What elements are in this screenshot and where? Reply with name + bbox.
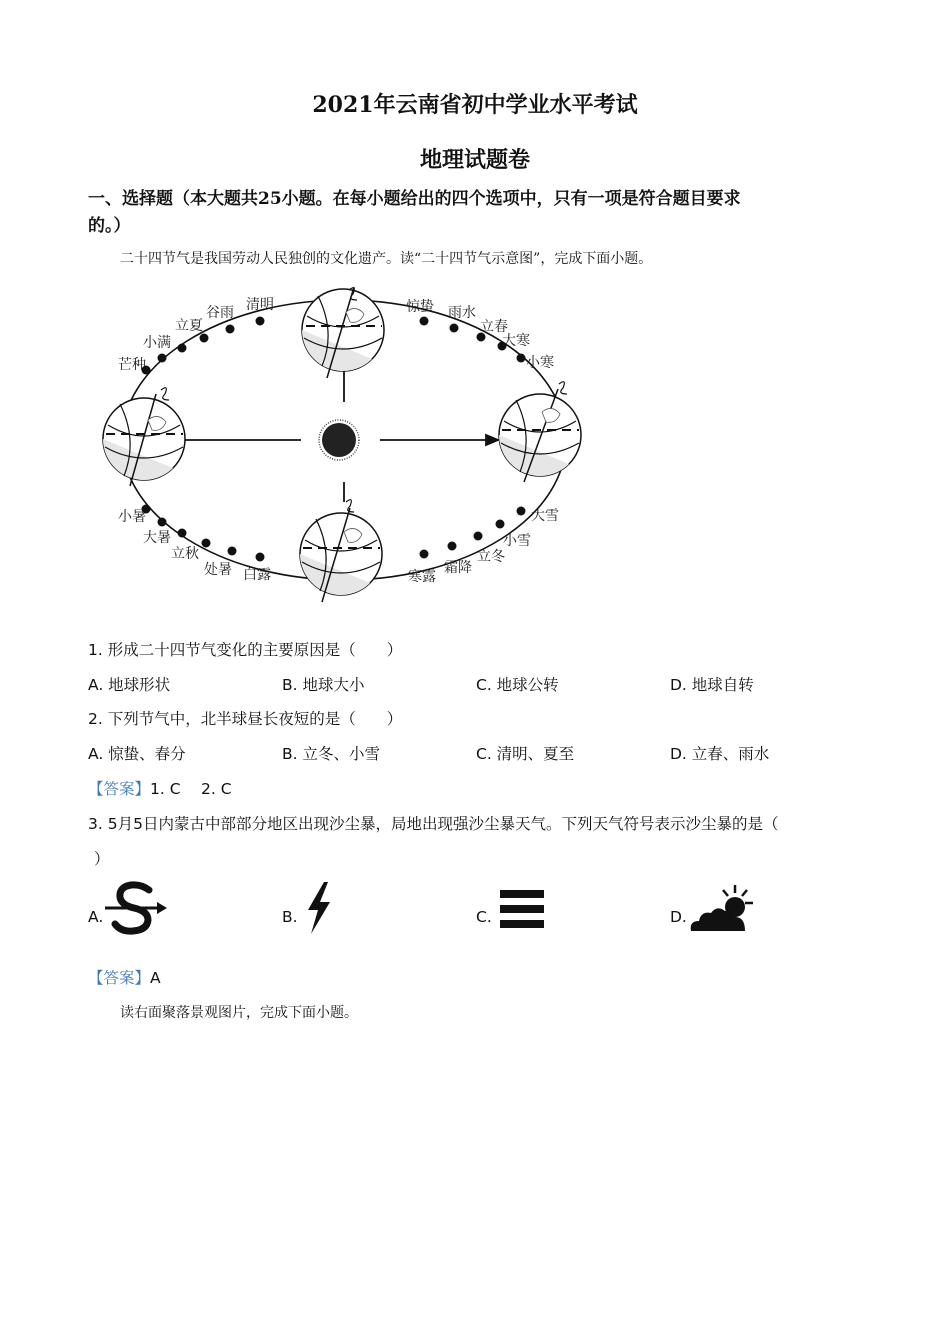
sun-icon (319, 420, 359, 460)
answer-3 (88, 966, 161, 988)
intro-paragraph-2: 读右面聚落景观图片，完成下面小题。 (120, 1005, 358, 1021)
globe-bottom-icon (300, 500, 382, 602)
globe-left-icon (103, 388, 185, 486)
sandstorm-symbol-icon (103, 880, 169, 936)
label-chushu: 处暑 (204, 562, 232, 578)
label-dashu: 大暑 (143, 530, 171, 546)
label-lixia: 立夏 (175, 318, 203, 334)
partly-cloudy-symbol-icon (687, 881, 759, 935)
globe-right-icon (499, 382, 581, 482)
q3-option-b-label: B. (282, 908, 298, 926)
fog-symbol-icon (498, 884, 548, 932)
label-xiaoshu: 小暑 (118, 509, 146, 525)
q3-option-a[interactable] (88, 878, 169, 938)
label-hanlu: 寒露 (408, 569, 436, 585)
globe-top-icon (302, 287, 384, 378)
section-heading (88, 186, 888, 240)
q1-option-d[interactable]: D. 地球自转 (670, 676, 754, 694)
q1-option-c[interactable]: C. 地球公转 (476, 676, 559, 694)
label-xiaoman: 小满 (143, 335, 171, 351)
label-dahan: 大寒 (502, 333, 530, 349)
label-xiaohan: 小寒 (526, 355, 554, 371)
q3-option-a-label: A. (88, 908, 104, 926)
q2-option-d[interactable]: D. 立春、雨水 (670, 745, 770, 763)
intro-paragraph-1: 二十四节气是我国劳动人民独创的文化遗产。读“二十四节气示意图”，完成下面小题。 (120, 251, 653, 267)
q3-option-d[interactable] (670, 878, 759, 938)
solar-terms-diagram (96, 282, 596, 612)
label-liqiu: 立秋 (171, 546, 199, 562)
question-2: 2. 下列节气中，北半球昼长夜短的是（ ） (88, 710, 403, 728)
label-daxue: 大雪 (531, 508, 559, 524)
answer-text-3: A (150, 969, 161, 987)
question-3 (88, 812, 878, 869)
answer-tag-3: 【答案】 (88, 969, 151, 987)
answer-1-2 (88, 777, 232, 799)
thunderstorm-symbol-icon (302, 880, 336, 936)
q2-option-a[interactable]: A. 惊蛰、春分 (88, 745, 186, 763)
question-3-line1: 3. 5月5日内蒙古中部部分地区出现沙尘暴，局地出现强沙尘暴天气。下列天气符号表示沙尘暴的是（ (88, 815, 779, 833)
q3-option-d-label: D. (670, 908, 687, 926)
q2-option-b[interactable]: B. 立冬、小雪 (282, 745, 380, 763)
label-qingming: 清明 (246, 297, 274, 313)
exam-title: 2021年云南省初中学业水平考试 (312, 92, 638, 118)
q1-option-a[interactable]: A. 地球形状 (88, 676, 171, 694)
label-shuangjiang: 霜降 (444, 560, 472, 576)
q2-option-c[interactable]: C. 清明、夏至 (476, 745, 575, 763)
label-lidong: 立冬 (477, 549, 505, 565)
label-guyu: 谷雨 (206, 305, 234, 321)
label-bailu: 白露 (243, 567, 271, 583)
label-xiaoxue: 小雪 (503, 533, 531, 549)
exam-subtitle: 地理试题卷 (419, 147, 530, 173)
question-3-line2: ） (94, 850, 110, 868)
q1-option-b[interactable]: B. 地球大小 (282, 676, 365, 694)
label-yushui: 雨水 (448, 305, 476, 321)
section-heading-line2: 的。） (88, 216, 131, 236)
label-lichun: 立春 (480, 319, 508, 335)
question-1: 1. 形成二十四节气变化的主要原因是（ ） (88, 641, 403, 659)
answer-text: 1. C 2. C (150, 780, 232, 798)
q3-option-c-label: C. (476, 908, 492, 926)
q3-option-b[interactable] (282, 878, 336, 938)
q3-option-c[interactable] (476, 878, 548, 938)
label-jingzhe: 惊蛰 (406, 299, 434, 315)
section-heading-line1: 一、选择题（本大题共25小题。在每小题给出的四个选项中，只有一项是符合题目要求 (88, 189, 741, 209)
answer-tag: 【答案】 (88, 780, 151, 798)
label-mangzhong: 芒种 (118, 357, 146, 373)
